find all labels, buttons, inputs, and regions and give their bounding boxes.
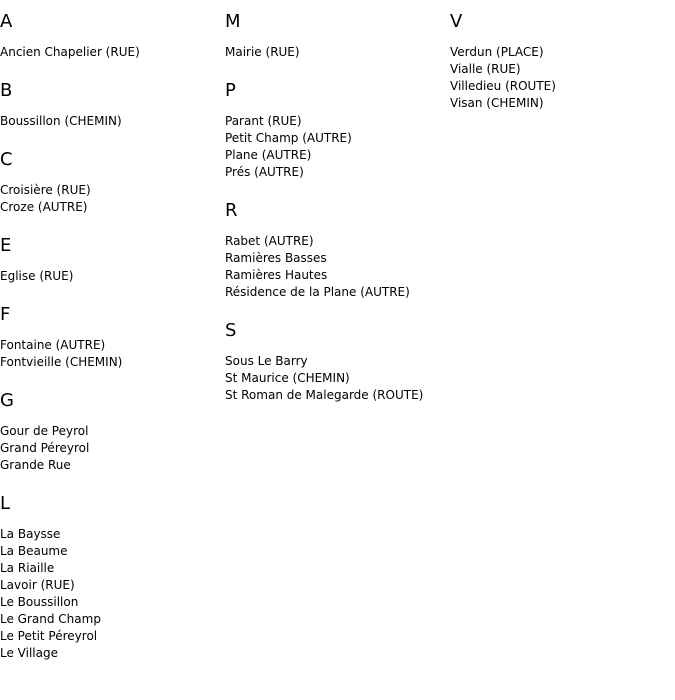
letter-heading: V: [450, 11, 463, 32]
letter-heading: R: [225, 200, 238, 221]
street-list-item: [225, 370, 450, 387]
street-list-item: [225, 44, 450, 61]
street-link[interactable]: Parant (RUE): [225, 114, 302, 128]
street-list-item: [225, 147, 450, 164]
letter-heading: L: [0, 493, 11, 514]
street-link[interactable]: Visan (CHEMIN): [450, 96, 544, 110]
street-list-item: [450, 61, 675, 78]
letter-heading: E: [0, 235, 12, 256]
street-list-item: [225, 164, 450, 181]
street-column-2: [225, 10, 450, 422]
street-list: [0, 423, 225, 474]
street-list: [0, 113, 225, 130]
letter-heading: S: [225, 320, 237, 341]
letter-heading: C: [0, 149, 13, 170]
street-list-item: [225, 353, 450, 370]
street-list-item: [450, 95, 675, 112]
street-link[interactable]: Gour de Peyrol: [0, 424, 89, 438]
street-link[interactable]: Le Village: [0, 646, 58, 660]
street-list-item: [225, 130, 450, 147]
letter-group: [225, 10, 450, 61]
street-link[interactable]: Ramières Hautes: [225, 268, 328, 282]
street-link[interactable]: Fontaine (AUTRE): [0, 338, 106, 352]
street-list: [0, 526, 225, 662]
street-link[interactable]: St Roman de Malegarde (ROUTE): [225, 388, 424, 402]
letter-group: [0, 79, 225, 130]
street-list: [450, 44, 675, 112]
street-list: [0, 44, 225, 61]
street-link[interactable]: Fontvieille (CHEMIN): [0, 355, 123, 369]
street-link[interactable]: Boussillon (CHEMIN): [0, 114, 122, 128]
street-link[interactable]: Le Boussillon: [0, 595, 79, 609]
letter-group: [225, 199, 450, 301]
letter-group: [0, 389, 225, 474]
letter-group: [0, 148, 225, 216]
street-list: [225, 44, 450, 61]
street-link[interactable]: Rabet (AUTRE): [225, 234, 314, 248]
street-list-item: [0, 354, 225, 371]
letter-heading: G: [0, 390, 14, 411]
street-link[interactable]: Grande Rue: [0, 458, 71, 472]
letter-group: [225, 79, 450, 181]
street-list-item: [225, 250, 450, 267]
street-list-item: [0, 577, 225, 594]
street-link[interactable]: Lavoir (RUE): [0, 578, 75, 592]
street-list: [225, 113, 450, 181]
street-list-item: [0, 543, 225, 560]
street-list-item: [225, 284, 450, 301]
street-link[interactable]: Croisière (RUE): [0, 183, 91, 197]
street-list-item: [0, 113, 225, 130]
street-list-item: [0, 440, 225, 457]
letter-heading: B: [0, 80, 13, 101]
letter-group: [0, 303, 225, 371]
street-link[interactable]: La Riaille: [0, 561, 55, 575]
street-list-item: [225, 267, 450, 284]
street-list-item: [0, 337, 225, 354]
street-link[interactable]: Vialle (RUE): [450, 62, 521, 76]
street-list-item: [0, 182, 225, 199]
street-link[interactable]: La Beaume: [0, 544, 68, 558]
letter-heading: P: [225, 80, 236, 101]
street-link[interactable]: Villedieu (ROUTE): [450, 79, 556, 93]
street-list-item: [0, 44, 225, 61]
street-list-item: [0, 423, 225, 440]
street-list-item: [0, 560, 225, 577]
street-list: [0, 182, 225, 216]
street-list-item: [450, 44, 675, 61]
street-link[interactable]: Petit Champ (AUTRE): [225, 131, 352, 145]
street-link[interactable]: Grand Péreyrol: [0, 441, 90, 455]
street-link[interactable]: Résidence de la Plane (AUTRE): [225, 285, 410, 299]
letter-heading: M: [225, 11, 241, 32]
letter-heading: F: [0, 304, 11, 325]
street-list-item: [0, 526, 225, 543]
letter-group: [0, 492, 225, 662]
street-list-item: [450, 78, 675, 95]
street-list-item: [0, 199, 225, 216]
street-link[interactable]: Plane (AUTRE): [225, 148, 312, 162]
letter-group: [450, 10, 675, 112]
street-list: [0, 337, 225, 371]
street-column-1: [0, 10, 225, 680]
street-column-3: [450, 10, 675, 130]
street-list-item: [225, 113, 450, 130]
street-link[interactable]: La Baysse: [0, 527, 61, 541]
street-list: [225, 233, 450, 301]
street-list: [225, 353, 450, 404]
street-link[interactable]: Eglise (RUE): [0, 269, 74, 283]
street-link[interactable]: Ramières Basses: [225, 251, 327, 265]
letter-heading: A: [0, 11, 13, 32]
letter-group: [0, 10, 225, 61]
street-list-item: [0, 268, 225, 285]
street-link[interactable]: St Maurice (CHEMIN): [225, 371, 350, 385]
street-link[interactable]: Le Petit Péreyrol: [0, 629, 98, 643]
letter-group: [225, 319, 450, 404]
street-link[interactable]: Mairie (RUE): [225, 45, 300, 59]
street-link[interactable]: Sous Le Barry: [225, 354, 308, 368]
street-link[interactable]: Ancien Chapelier (RUE): [0, 45, 140, 59]
street-list-item: [0, 645, 225, 662]
street-list-item: [0, 628, 225, 645]
street-list-item: [0, 594, 225, 611]
street-link[interactable]: Croze (AUTRE): [0, 200, 88, 214]
street-list-item: [0, 611, 225, 628]
street-list-item: [225, 233, 450, 250]
street-link[interactable]: Verdun (PLACE): [450, 45, 544, 59]
street-list-item: [0, 457, 225, 474]
street-list: [0, 268, 225, 285]
street-link[interactable]: Prés (AUTRE): [225, 165, 304, 179]
letter-group: [0, 234, 225, 285]
street-link[interactable]: Le Grand Champ: [0, 612, 101, 626]
street-list-item: [225, 387, 450, 404]
